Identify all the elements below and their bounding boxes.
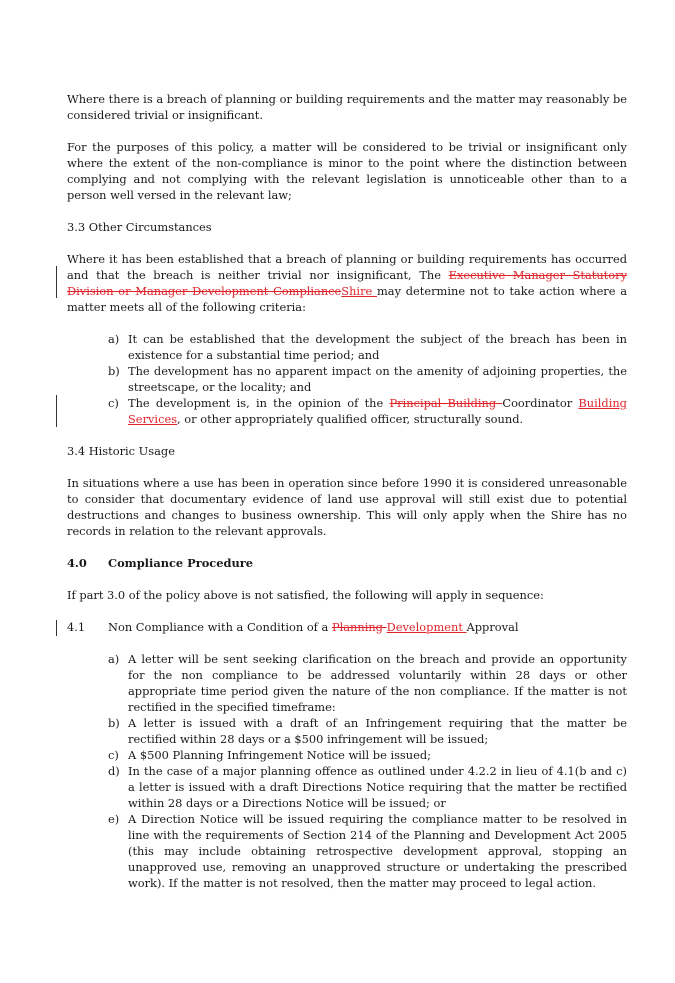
list-label: c) bbox=[108, 748, 119, 762]
section-number: 4.1 bbox=[67, 620, 86, 634]
heading-3-4: 3.4 Historic Usage bbox=[67, 444, 175, 458]
inserted-text: Building Services bbox=[128, 396, 627, 426]
list-item bbox=[108, 811, 627, 891]
list-text: A Direction Notice will be issued requiring the compliance matter to be resolved in line with the requirements of Section 214 of the Planning and Development Act 2005 (this may include obtaining retrospective development approval, stopping an unapproved use, removing an unapproved structure or undertaking the prescribed work). If the matter is not resolved, then the matter may proceed to legal action. bbox=[128, 812, 627, 890]
list-text: A letter is issued with a draft of an Infringement requiring that the matter be rectified within 28 days or a $500 infringement will be issued; bbox=[128, 716, 627, 746]
deleted-text: Planning bbox=[331, 620, 387, 634]
inserted-text: Development bbox=[386, 620, 467, 634]
paragraph-historic-usage: In situations where a use has been in operation since before 1990 it is considered unreasonable to consider that documentary evidence of land use approval will still exist due to potential destructions and changes to business ownership. This will only apply when the Shire has no records in relation to the relevant approvals. bbox=[67, 476, 627, 538]
list-label: e) bbox=[108, 812, 120, 826]
title-end: Approval bbox=[466, 620, 519, 634]
list-item bbox=[108, 363, 627, 395]
list-label: b) bbox=[108, 364, 120, 378]
list-text: The development is, in the opinion of the bbox=[128, 396, 390, 410]
list-item bbox=[108, 651, 627, 715]
list-text: Coordinator bbox=[502, 396, 579, 410]
list-label: a) bbox=[108, 652, 120, 666]
list-label: c) bbox=[108, 396, 119, 410]
list-item bbox=[108, 331, 627, 363]
list-item bbox=[108, 747, 627, 763]
list-text: The development has no apparent impact on the amenity of adjoining properties, the streetscape, or the locality; and bbox=[128, 364, 627, 394]
list-item bbox=[108, 395, 627, 427]
paragraph-trivial-definition: For the purposes of this policy, a matter will be considered to be trivial or insignificant only where the extent of the non-compliance is minor to the point where the distinction between complying and not complying with the relevant legislation is unnoticeable other than to a person well versed in the relevant law; bbox=[67, 140, 627, 202]
procedure-list bbox=[67, 651, 627, 891]
change-bar-3-3 bbox=[56, 266, 57, 298]
change-bar-item-c bbox=[56, 395, 57, 427]
list-text: , or other appropriately qualified officer, structurally sound. bbox=[177, 412, 524, 426]
list-item bbox=[108, 763, 627, 811]
section-number: 4.0 bbox=[67, 556, 87, 570]
list-text: A letter will be sent seeking clarification on the breach and provide an opportunity for the non compliance to be addressed voluntarily within 28 days or other appropriate time period given the nature of the non compliance. If the matter is not rectified in the specified timeframe: bbox=[128, 652, 627, 714]
heading-3-3: 3.3 Other Circumstances bbox=[67, 220, 212, 234]
paragraph-compliance-intro: If part 3.0 of the policy above is not satisfied, the following will apply in sequence: bbox=[67, 588, 544, 602]
heading-4-1 bbox=[67, 619, 627, 635]
criteria-list bbox=[67, 331, 627, 427]
heading-4-0 bbox=[67, 555, 627, 571]
paragraph-other-circumstances bbox=[67, 251, 627, 315]
deleted-text: Principal Building bbox=[389, 396, 503, 410]
list-text: In the case of a major planning offence as outlined under 4.2.2 in lieu of 4.1(b and c) a letter is issued with a draft Directions Notice requiring that the matter be rectified within 28 days or a Directions Notice will be issued; or bbox=[128, 764, 627, 810]
change-bar-4-1 bbox=[56, 620, 57, 636]
document-page bbox=[67, 91, 627, 891]
list-label: b) bbox=[108, 716, 120, 730]
inserted-text: Shire bbox=[341, 284, 377, 298]
title-start: Non Compliance with a Condition of a bbox=[108, 620, 332, 634]
list-text: It can be established that the development the subject of the breach has been in existence for a substantial time period; and bbox=[128, 332, 627, 362]
paragraph-breach-trivial: Where there is a breach of planning or building requirements and the matter may reasonably be considered trivial or insignificant. bbox=[67, 92, 627, 122]
list-label: a) bbox=[108, 332, 120, 346]
text-end: may determine not to take action where a matter meets all of the following criteria: bbox=[67, 284, 628, 314]
list-text: A $500 Planning Infringement Notice will be issued; bbox=[128, 748, 431, 762]
section-title: Compliance Procedure bbox=[108, 556, 253, 570]
text-start: Where it has been established that a breach of planning or building requirements has occurred and that the breach is neither trivial nor insignificant, The bbox=[67, 252, 627, 282]
list-item bbox=[108, 715, 627, 747]
deleted-text: Executive Manager Statutory Division or Manager Development Compliance bbox=[67, 268, 628, 298]
list-label: d) bbox=[108, 764, 120, 778]
